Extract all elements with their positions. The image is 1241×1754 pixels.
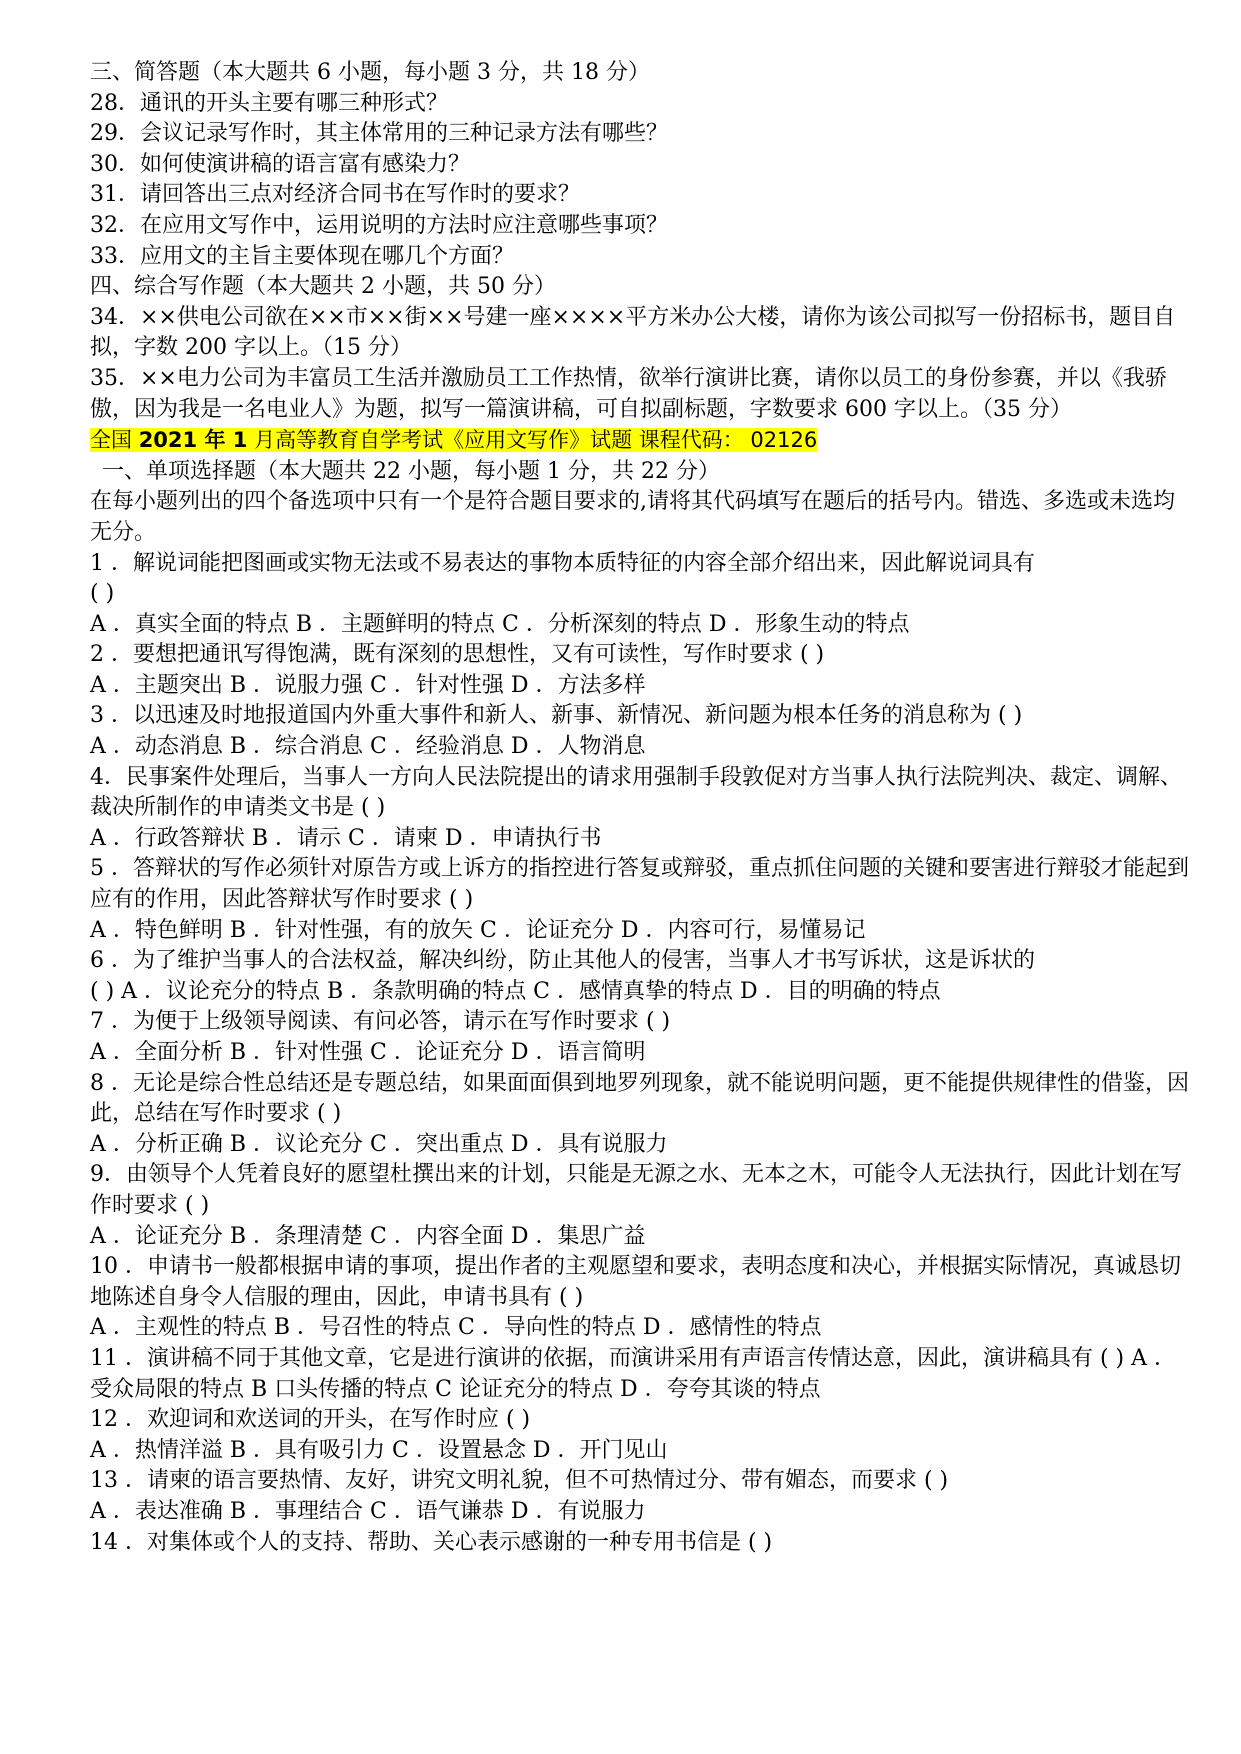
question-34: 34．××供电公司欲在××市××街××号建一座××××平方米办公大楼，请你为该公司拟写一份招标书，题目自拟，字数 200 字以上。（15 分） [90, 304, 1176, 361]
question-6: 6 ．为了维护当事人的合法权益，解决纠纷，防止其他人的侵害，当事人才书写诉状，这是诉状的 [90, 948, 1035, 974]
question-11: 11 ．演讲稿不同于其他文章，它是进行演讲的依据，而演讲采用有声语言传情达意，因此，演讲稿具有 ( ) A ．受众局限的特点 B 口头传播的特点 C 论证充分的特点 D ．夸夸其谈的特点 [90, 1345, 1177, 1402]
question-4: 4．民事案件处理后，当事人一方向人民法院提出的请求用强制手段敦促对方当事人执行法院判决、裁定、调解、裁决所制作的申请类文书是 ( ) [90, 764, 1183, 821]
options-5: A ．特色鲜明 B ．针对性强，有的放矢 C ．论证充分 D ．内容可行，易懂易记 [90, 917, 866, 943]
options-2: A ．主题突出 B ．说服力强 C ．针对性强 D ．方法多样 [90, 672, 646, 698]
question-5: 5 ．答辩状的写作必须针对原告方或上诉方的指控进行答复或辩驳，重点抓住问题的关键和要害进行辩驳才能起到应有的作用，因此答辩状写作时要求 ( ) [90, 856, 1189, 913]
question-30: 30．如何使演讲稿的语言富有感染力？ [90, 151, 470, 177]
question-28: 28．通讯的开头主要有哪三种形式？ [90, 90, 448, 116]
question-31: 31．请回答出三点对经济合同书在写作时的要求？ [90, 182, 580, 208]
options-9: A ．论证充分 B ．条理清楚 C ．内容全面 D ．集思广益 [90, 1223, 646, 1249]
question-1: 1 ．解说词能把图画或实物无法或不易表达的事物本质特征的内容全部介绍出来，因此解说词具有 [90, 550, 1035, 576]
question-29: 29．会议记录写作时，其主体常用的三种记录方法有哪些？ [90, 121, 668, 147]
question-35: 35．××电力公司为丰富员工生活并激励员工工作热情，欲举行演讲比赛，请你以员工的身份参赛，并以《我骄傲，因为我是一名电业人》为题，拟写一篇演讲稿，可自拟副标题，字数要求 600 字以上。（35 分） [90, 365, 1167, 422]
section-heading: 一、单项选择题（本大题共 22 小题，每小题 1 分，共 22 分） [102, 458, 720, 484]
section-heading: 四、综合写作题（本大题共 2 小题，共 50 分） [90, 274, 556, 300]
options-13: A ．表达准确 B ．事理结合 C ．语气谦恭 D ．有说服力 [90, 1498, 646, 1524]
options-12: A ．热情洋溢 B ．具有吸引力 C ．设置悬念 D ．开门见山 [90, 1437, 668, 1463]
options-7: A ．全面分析 B ．针对性强 C ．论证充分 D ．语言简明 [90, 1040, 646, 1065]
question-1-blank: ( ) [90, 581, 115, 607]
exam-title-part: 年 [197, 428, 233, 453]
question-14: 14 ．对集体或个人的支持、帮助、关心表示感谢的一种专用书信是 ( ) [90, 1529, 773, 1555]
options-1: A ．真实全面的特点 B ．主题鲜明的特点 C ．分析深刻的特点 D ．形象生动的特点 [90, 611, 910, 637]
question-13: 13 ．请柬的语言要热情、友好，讲究文明礼貌，但不可热情过分、带有媚态，而要求 ( ) [90, 1468, 949, 1494]
options-8: A ．分析正确 B ．议论充分 C ．突出重点 D ．具有说服力 [90, 1131, 668, 1157]
question-10: 10 ．申请书一般都根据申请的事项，提出作者的主观愿望和要求，表明态度和决心，并根据实际情况，真诚恳切地陈述自身令人信服的理由，因此，申请书具有 ( ) [90, 1254, 1181, 1310]
question-3: 3 ．以迅速及时地报道国内外重大事件和新人、新事、新情况、新问题为根本任务的消息称为 ( ) [90, 703, 1023, 729]
exam-title-part: 月高等教育自学考试《应用文写作》试题 课程代码： 02126 [247, 428, 818, 453]
question-12: 12 ．欢迎词和欢送词的开头，在写作时应 ( ) [90, 1407, 531, 1433]
question-9: 9．由领导个人凭着良好的愿望杜撰出来的计划，只能是无源之水、无本之木，可能令人无法执行，因此计划在写作时要求 ( ) [90, 1162, 1183, 1218]
options-4: A ．行政答辩状 B ．请示 C ．请柬 D ．申请执行书 [90, 825, 602, 851]
exam-year: 2021 [138, 428, 198, 453]
question-32: 32．在应用文写作中，运用说明的方法时应注意哪些事项？ [90, 212, 668, 238]
question-7: 7 ．为便于上级领导阅读、有问必答，请示在写作时要求 ( ) [90, 1009, 671, 1035]
section-heading: 三、简答题（本大题共 6 小题，每小题 3 分，共 18 分） [90, 60, 650, 85]
question-6-options: ( ) A ．议论充分的特点 B ．条款明确的特点 C ．感情真挚的特点 D ．目的明确的特点 [90, 978, 941, 1004]
instructions: 在每小题列出的四个备选项中只有一个是符合题目要求的,请将其代码填写在题后的括号内。错选、多选或未选均无分。 [90, 489, 1175, 545]
exam-month: 1 [232, 428, 248, 453]
exam-title-part: 全国 [90, 428, 139, 453]
exam-page [90, 58, 1190, 1558]
options-10: A ．主观性的特点 B ．号召性的特点 C ．导向性的特点 D ．感情性的特点 [90, 1315, 822, 1341]
question-2: 2 ．要想把通讯写得饱满，既有深刻的思想性，又有可读性，写作时要求 ( ) [90, 642, 825, 668]
question-8: 8 ．无论是综合性总结还是专题总结，如果面面俱到地罗列现象，就不能说明问题，更不能提供规律性的借鉴，因此，总结在写作时要求 ( ) [90, 1070, 1189, 1127]
exam-title [90, 425, 1190, 457]
options-3: A ．动态消息 B ．综合消息 C ．经验消息 D ．人物消息 [90, 734, 646, 760]
question-33: 33．应用文的主旨主要体现在哪几个方面？ [90, 243, 514, 269]
